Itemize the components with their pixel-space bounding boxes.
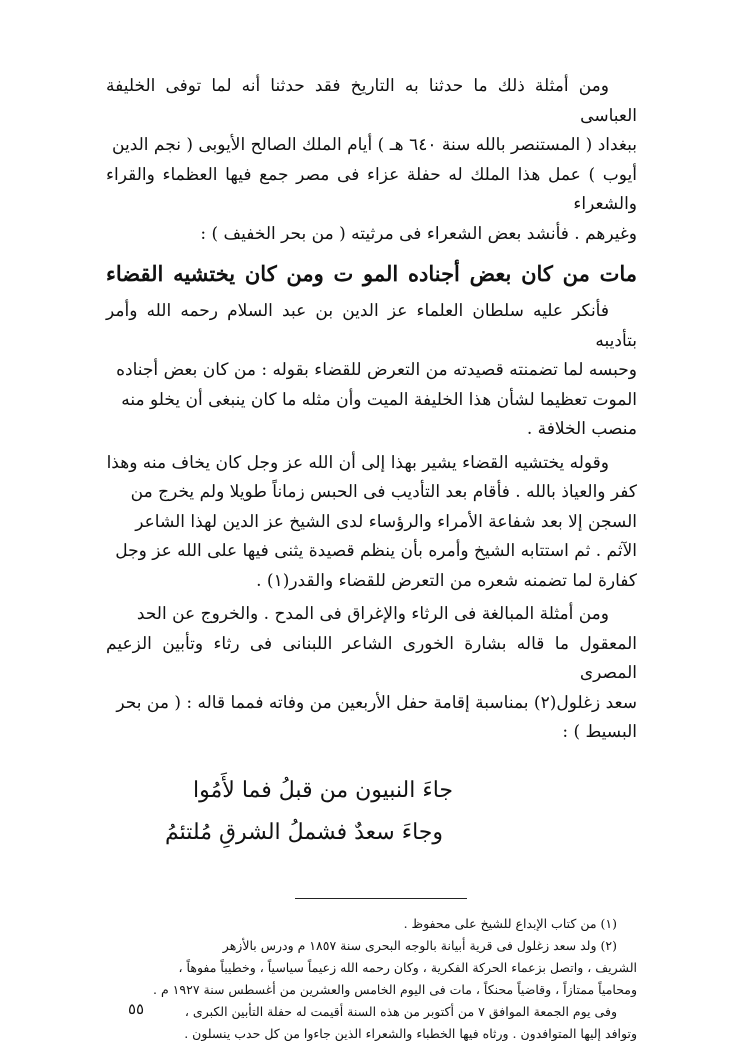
footnotes <box>106 913 637 1045</box>
paragraph-objection <box>106 297 637 445</box>
footnote-divider <box>295 898 467 899</box>
paragraph-intro <box>106 72 637 249</box>
quoted-verse: مات من كان بعض أجناده المو ت ومن كان يختشيه القضاء <box>106 261 637 286</box>
footnote-2-line: وتوافد إليها المتوافدون . ورثاه فيها الخطباء والشعراء الذين جاءوا من كل حدب ينسلون . <box>184 1025 637 1041</box>
paragraph-line: المعقول ما قاله بشارة الخورى الشاعر اللبنانى فى رثاء وتأبين الزعيم المصرى <box>106 633 637 683</box>
paragraph-line: البسيط ) : <box>562 722 637 742</box>
paragraph-line: كفر والعياذ بالله . فأقام بعد التأديب فى الحبس زماناً طويلا ولم يخرج من <box>130 482 637 502</box>
poem-block <box>106 770 637 854</box>
footnote-2-line: الشريف ، واتصل بزعماء الحركة الفكرية ، وكان رحمه الله زعيماً سياسياً ، وخطيباً مفوهاً ، <box>178 959 637 975</box>
poem-line-second: وجاءَ سعدٌ فشملُ الشرقِ مُلتئمُ <box>165 819 443 845</box>
page-number: ٥٥ <box>128 1000 145 1018</box>
paragraph-line: ومن أمثلة ذلك ما حدثنا به التاريخ فقد حدثنا أنه لما توفى الخليفة العباسى <box>106 76 637 126</box>
paragraph-punishment <box>106 449 637 597</box>
footnote-1: (١) من كتاب الإبداع للشيخ على محفوظ . <box>403 915 617 931</box>
paragraph-line: وغيرهم . فأنشد بعض الشعراء فى مرثيته ( من بحر الخفيف ) : <box>200 223 637 244</box>
paragraph-exaggeration <box>106 600 637 748</box>
paragraph-line: ببغداد ( المستنصر بالله سنة ٦٤٠ هـ ) أيام الملك الصالح الأيوبى ( نجم الدين <box>112 135 637 155</box>
paragraph-line: وقوله يختشيه القضاء يشير بهذا إلى أن الله عز وجل كان يخاف منه وهذا <box>106 452 609 473</box>
footnote-2-line: ومحامياً ممتازاً ، وقاضياً محنكاً ، مات فى اليوم الخامس والعشرين من أغسطس سنة ١٩٢٧ م . <box>153 981 637 997</box>
paragraph-line: السجن إلا بعد شفاعة الأمراء والرؤساء لدى الشيخ عز الدين لهذا الشاعر <box>135 511 637 532</box>
paragraph-line: فأنكر عليه سلطان العلماء عز الدين بن عبد السلام رحمه الله وأمر بتأديبه <box>106 301 637 351</box>
paragraph-line: الموت تعظيما لشأن هذا الخليفة الميت وأن مثله ما كان ينبغى أن يخلو منه <box>121 389 637 410</box>
paragraph-line: أيوب ) عمل هذا الملك له حفلة عزاء فى مصر جمع فيها العظماء والقراء والشعراء <box>106 164 637 214</box>
poem-line-first: جاءَ النبيون من قبلُ فما لأَمُوا <box>193 777 453 803</box>
paragraph-line: منصب الخلافة . <box>526 419 637 439</box>
paragraph-line: سعد زغلول(٢) بمناسبة إقامة حفل الأربعين من وفاته فمما قاله : ( من بحر <box>116 692 637 713</box>
footnote-2-line: وفى يوم الجمعة الموافق ٧ من أكتوبر من هذه السنة أقيمت له حفلة التأبين الكبرى ، <box>184 1003 617 1019</box>
paragraph-line: ومن أمثلة المبالغة فى الرثاء والإغراق فى المدح . والخروج عن الحد <box>136 604 609 624</box>
paragraph-line: وحبسه لما تضمنته قصيدته من التعرض للقضاء بقوله : من كان بعض أجناده <box>116 360 637 380</box>
paragraph-line: الآثم . ثم استتابه الشيخ وأمره بأن ينظم قصيدة يثنى فيها على الله عز وجل <box>115 541 637 561</box>
footnote-2-line: (٢) ولد سعد زغلول فى قرية أبيانة بالوجه البحرى سنة ١٨٥٧ م ودرس بالأزهر <box>222 937 617 953</box>
paragraph-line: كفارة لما تضمنه شعره من التعرض للقضاء والقدر(١) . <box>256 570 637 591</box>
